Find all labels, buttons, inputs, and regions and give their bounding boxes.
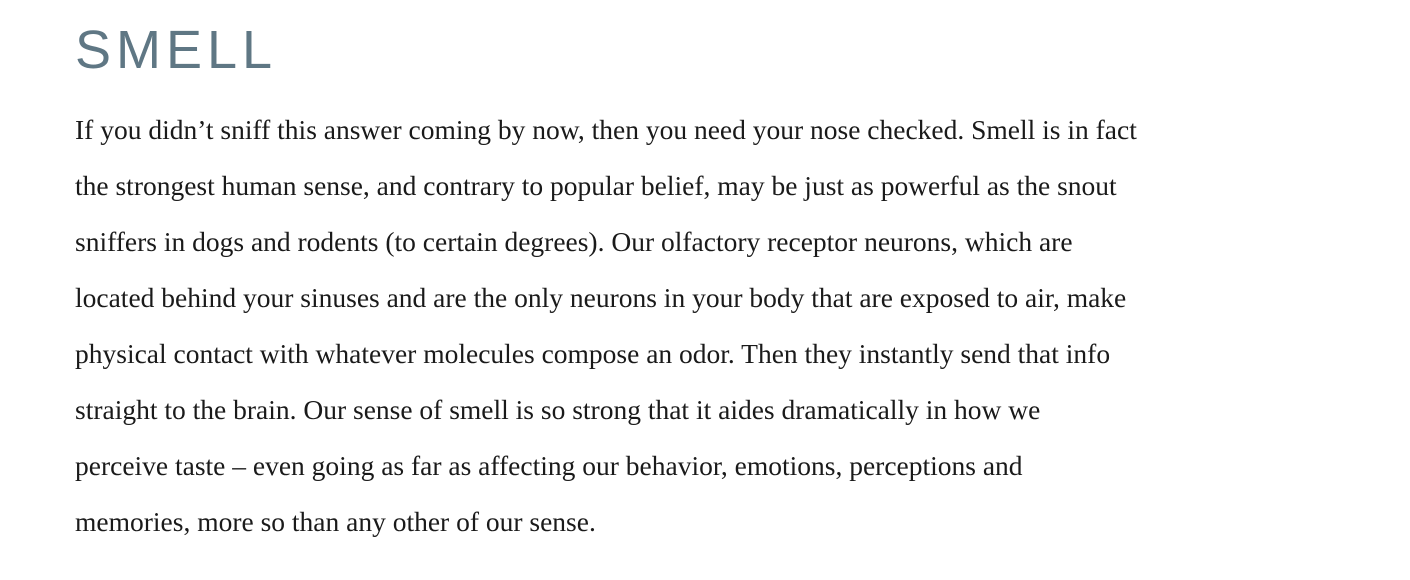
- paragraph-line: sniffers in dogs and rodents (to certain degrees). Our olfactory receptor neurons, which are: [75, 226, 1073, 257]
- paragraph-line: memories, more so than any other of our sense.: [75, 506, 596, 537]
- paragraph-line: If you didn’t sniff this answer coming by now, then you need your nose checked. Smell is in fact: [75, 114, 1137, 145]
- article-section: [75, 16, 1375, 550]
- paragraph-line: straight to the brain. Our sense of smell is so strong that it aides dramatically in how we: [75, 394, 1041, 425]
- paragraph-line: located behind your sinuses and are the only neurons in your body that are exposed to air, make: [75, 282, 1127, 313]
- paragraph-line: physical contact with whatever molecules compose an odor. Then they instantly send that info: [75, 338, 1111, 369]
- paragraph-line: perceive taste – even going as far as affecting our behavior, emotions, perceptions and: [75, 450, 1023, 481]
- section-heading: SMELL: [75, 20, 278, 80]
- paragraph-line: the strongest human sense, and contrary to popular belief, may be just as powerful as the snout: [75, 170, 1117, 201]
- section-paragraph: [75, 102, 1375, 550]
